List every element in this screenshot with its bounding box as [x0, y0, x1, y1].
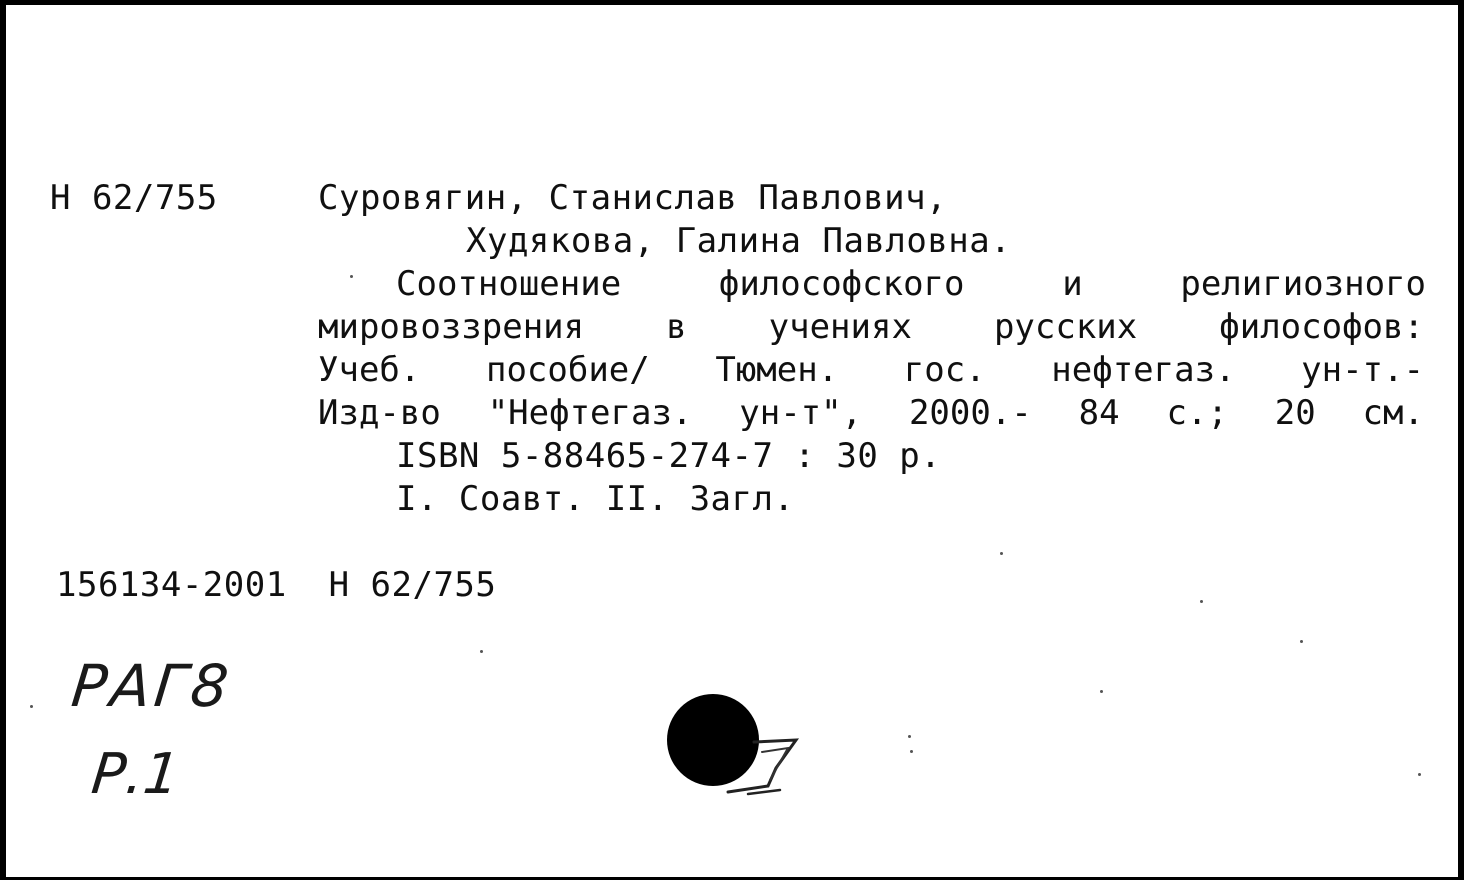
- word: 20: [1274, 393, 1316, 433]
- word: ун-т",: [739, 393, 863, 433]
- word: русских: [993, 307, 1138, 347]
- title-line-1: [396, 263, 1426, 305]
- scan-speck: [1300, 640, 1303, 643]
- word: нефтегаз.: [1051, 350, 1236, 390]
- scan-speck: [1100, 690, 1103, 693]
- word: с.;: [1166, 393, 1228, 433]
- scan-speck: [1200, 600, 1203, 603]
- coauthor: Худякова, Галина Павловна.: [466, 221, 1012, 261]
- scan-border-left: [0, 0, 6, 880]
- scan-border-right: [1458, 0, 1464, 880]
- word: Соотношение: [396, 264, 622, 304]
- scan-speck: [1000, 552, 1003, 555]
- word: пособие/: [485, 350, 650, 390]
- title-line-2: [318, 306, 1424, 348]
- word: в: [666, 307, 687, 347]
- title-line-4: [318, 392, 1424, 434]
- title-line-3: [318, 349, 1424, 391]
- word: "Нефтегаз.: [487, 393, 693, 433]
- word: 2000.-: [908, 393, 1032, 433]
- word: религиозного: [1180, 264, 1426, 304]
- word: 84: [1078, 393, 1120, 433]
- word: Тюмен.: [715, 350, 839, 390]
- isbn-price: ISBN 5-88465-274-7 : 30 р.: [396, 436, 942, 476]
- scan-border-top: [0, 0, 1464, 5]
- tracings: I. Соавт. II. Загл.: [396, 479, 795, 519]
- word: см.: [1362, 393, 1424, 433]
- scan-speck: [350, 275, 353, 278]
- call-number: Н 62/755: [50, 178, 218, 218]
- scan-speck: [30, 705, 33, 708]
- pencil-mark-icon: [718, 728, 808, 800]
- word: учениях: [768, 307, 912, 347]
- author-heading: Суровягин, Станислав Павлович,: [318, 178, 948, 218]
- word: Изд-во: [318, 393, 441, 433]
- word: философов:: [1219, 307, 1424, 347]
- handwritten-shelfmark: РАГ8: [68, 652, 236, 720]
- word: Учеб.: [318, 350, 421, 390]
- inventory-number: 156134-2001 Н 62/755: [56, 565, 497, 605]
- scan-speck: [1418, 773, 1421, 776]
- scan-speck: [480, 650, 483, 653]
- scan-speck: [908, 735, 911, 738]
- scan-speck: [910, 750, 913, 753]
- word: мировоззрения: [318, 307, 585, 347]
- word: гос.: [903, 350, 986, 390]
- word: ун-т.-: [1301, 350, 1424, 390]
- handwritten-part-number: Р.1: [88, 742, 183, 807]
- word: и: [1062, 264, 1083, 304]
- word: философского: [718, 264, 965, 304]
